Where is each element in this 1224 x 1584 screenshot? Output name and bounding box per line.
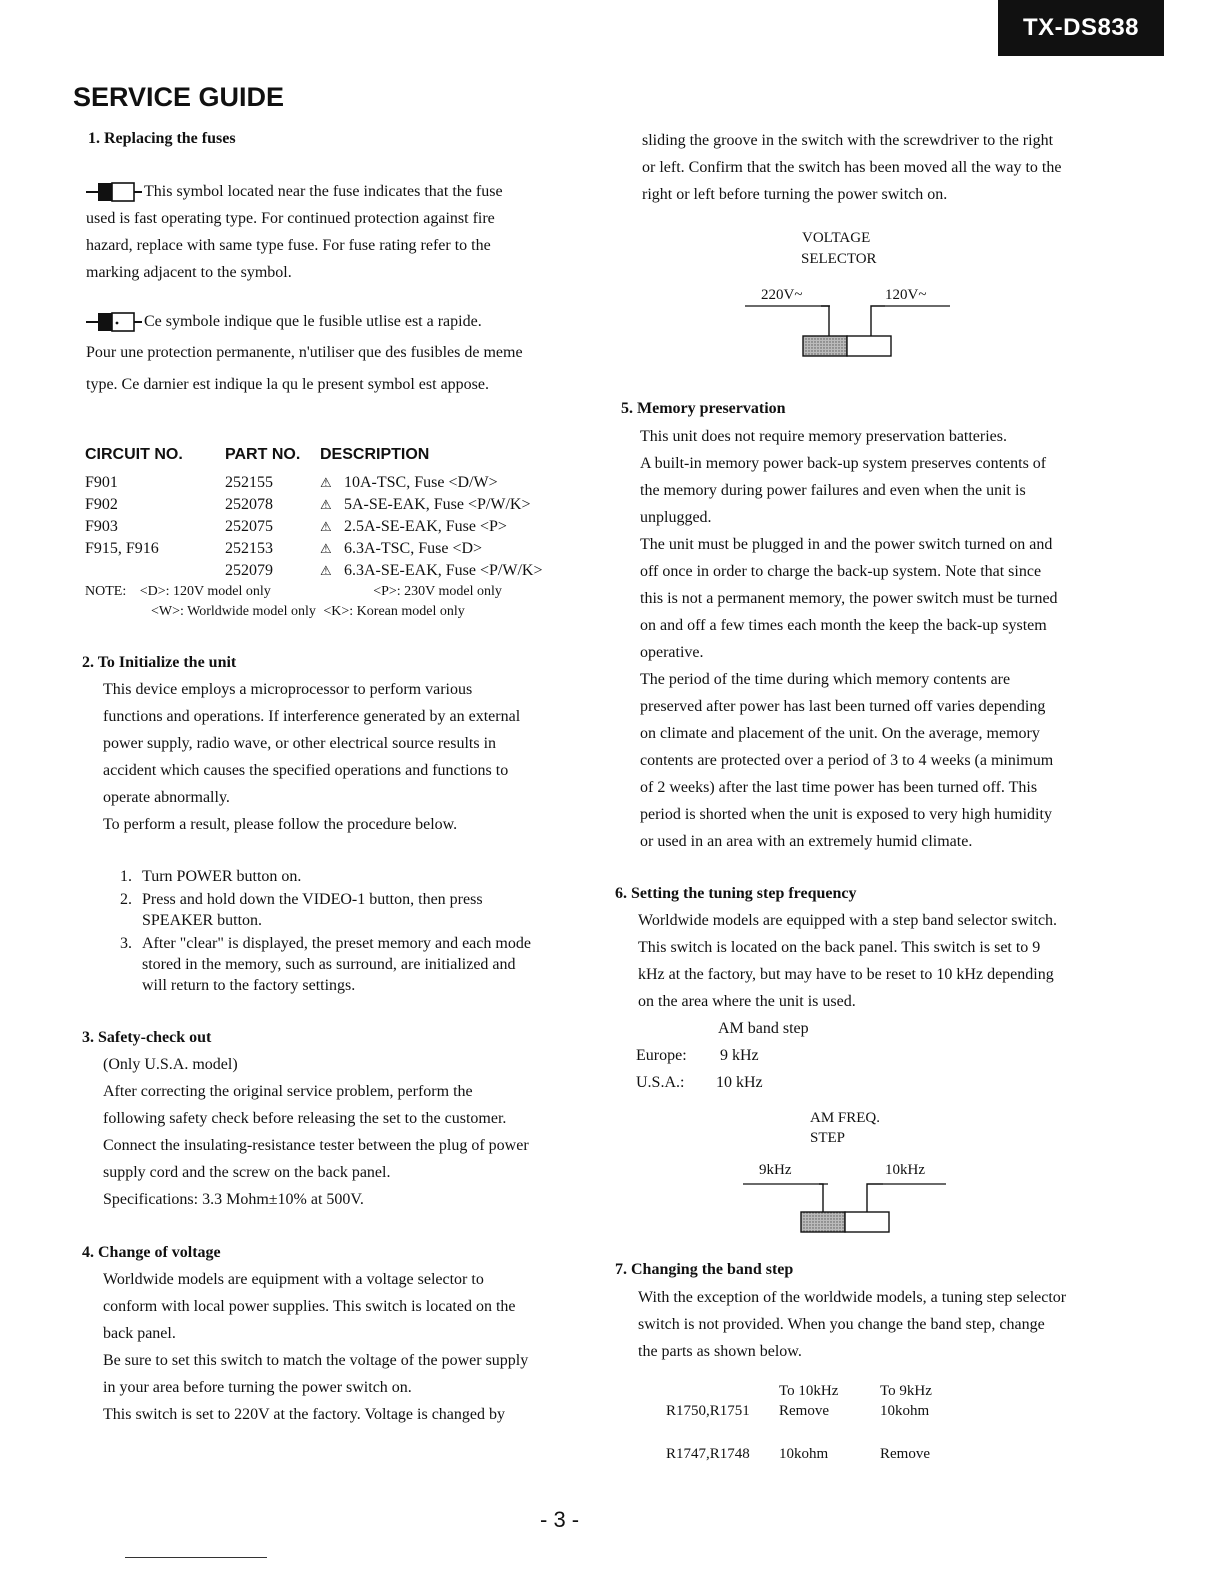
voltage-selector-diagram (745, 230, 955, 360)
cell-part: R1747,R1748 (666, 1446, 750, 1462)
paragraph-line: accident which causes the specified operations and functions to (103, 762, 509, 779)
section-1-english (86, 178, 564, 286)
section-3-title: 3. Safety-check out (82, 1029, 212, 1046)
cell-circuit: F915, F916 (85, 540, 159, 557)
cell-description: 6.3A-TSC, Fuse <D> (344, 540, 483, 557)
paragraph-line: the parts as shown below. (638, 1343, 802, 1360)
model-badge: TX-DS838 (998, 0, 1164, 56)
cell-part: 252155 (225, 474, 273, 491)
europe-value: 9 kHz (720, 1047, 759, 1064)
paragraph-line: With the exception of the worldwide models, a tuning step selector (638, 1289, 1067, 1306)
europe-label: Europe: (636, 1047, 687, 1064)
paragraph-line: the memory during power failures and even when the unit is (640, 482, 1026, 499)
cell-part: 252153 (225, 540, 273, 557)
col-to-9khz: To 9kHz (880, 1383, 932, 1399)
fuse-text-3: hazard, replace with same type fuse. For fuse rating refer to the (86, 237, 491, 254)
note-d: <D>: 120V model only (139, 584, 271, 599)
paragraph-line: A built-in memory power back-up system preserves contents of (640, 455, 1047, 472)
list-item: 1. Turn POWER button on. (120, 868, 302, 885)
warning-icon: ⚠ (320, 475, 332, 490)
paragraph-line: Specifications: 3.3 Mohm±10% at 500V. (103, 1191, 364, 1208)
paragraph-line: After correcting the original service problem, perform the (103, 1083, 473, 1100)
table-row (85, 472, 542, 494)
col-description: DESCRIPTION (320, 446, 430, 463)
paragraph-line: power supply, radio wave, or other electrical source results in (103, 735, 497, 752)
table-row (85, 494, 542, 516)
paragraph-line: operate abnormally. (103, 789, 230, 806)
warning-icon: ⚠ (320, 563, 332, 578)
page-title: SERVICE GUIDE (73, 82, 285, 112)
section-4-title: 4. Change of voltage (82, 1244, 221, 1261)
paragraph-line: Worldwide models are equipped with a step band selector switch. (638, 912, 1058, 929)
am-band-header: AM band step (718, 1020, 809, 1037)
section-2-body (103, 676, 573, 838)
paragraph-line: or used in an area with an extremely humid climate. (640, 833, 973, 850)
section-3-body (103, 1051, 573, 1213)
col-to-10khz: To 10kHz (779, 1383, 839, 1399)
voltage-right-label: 120V~ (885, 287, 927, 303)
paragraph-line: or left. Confirm that the switch has been moved all the way to the (642, 159, 1062, 176)
paragraph-line: off once in order to charge the back-up system. Note that since (640, 563, 1042, 580)
paragraph-line: in your area before turning the power switch on. (103, 1379, 412, 1396)
warning-icon: ⚠ (320, 497, 332, 512)
section-1-french (86, 308, 564, 398)
list-item: 2. Press and hold down the VIDEO-1 button, then press SPEAKER button. (120, 891, 483, 929)
cell-to-9khz: 10kohm (880, 1402, 930, 1419)
paragraph-line: on climate and placement of the unit. On the average, memory (640, 725, 1040, 742)
cell-circuit: F903 (85, 518, 118, 535)
fuse-fr-text-2: Pour une protection permanente, n'utiliser que des fusibles de meme (86, 344, 523, 361)
paragraph-line: back panel. (103, 1325, 176, 1342)
paragraph-line: unplugged. (640, 509, 712, 526)
paragraph-line: The period of the time during which memory contents are (640, 671, 1011, 688)
paragraph-line: switch is not provided. When you change the band step, change (638, 1316, 1045, 1333)
paragraph-line: period is shorted when the unit is exposed to very high humidity (640, 806, 1052, 823)
paragraph-line: (Only U.S.A. model) (103, 1056, 238, 1073)
paragraph-line: on and off a few times each month the keep the back-up system (640, 617, 1047, 634)
col-circuit: CIRCUIT NO. (85, 446, 183, 463)
cell-part: 252079 (225, 562, 273, 579)
table-row (666, 1446, 944, 1463)
paragraph-line: supply cord and the screw on the back panel. (103, 1164, 391, 1181)
switch-icon (745, 230, 955, 360)
cell-part: 252075 (225, 518, 273, 535)
paragraph-line: operative. (640, 644, 704, 661)
list-item: 3. After "clear" is displayed, the preset memory and each mode stored in the memory, such as surround, are initialized and will return to the factory settings. (120, 935, 531, 994)
paragraph-line: This device employs a microprocessor to perform various (103, 681, 473, 698)
diagram-title-line2: STEP (810, 1130, 846, 1146)
fuse-text-2: used is fast operating type. For continued protection against fire (86, 210, 495, 227)
paragraph-line: preserved after power has last been turned off varies depending (640, 698, 1046, 715)
col-part: PART NO. (225, 446, 301, 463)
cell-description: 5A-SE-EAK, Fuse <P/W/K> (344, 496, 531, 513)
fuse-text-4: marking adjacent to the symbol. (86, 264, 292, 281)
paragraph-line: this is not a permanent memory, the power switch must be turned (640, 590, 1058, 607)
paragraph-line: right or left before turning the power switch on. (642, 186, 948, 203)
paragraph-line: This switch is set to 220V at the factory. Voltage is changed by (103, 1406, 506, 1423)
fuse-fr-text-1: Ce symbole indique que le fusible utlise est a rapide. (144, 313, 482, 330)
note-k: <K>: Korean model only (323, 604, 465, 619)
section-5-body (640, 423, 1112, 855)
cell-part: R1750,R1751 (666, 1402, 750, 1419)
paragraph-line: The unit must be plugged in and the power switch turned on and (640, 536, 1053, 553)
diagram-title-line2: SELECTOR (801, 251, 877, 267)
paragraph-line: This unit does not require memory preservation batteries. (640, 428, 1008, 445)
init-steps-list (120, 866, 570, 997)
cell-circuit (85, 560, 225, 582)
paragraph-line: Connect the insulating-resistance tester between the plug of power (103, 1137, 529, 1154)
table-row (666, 1400, 944, 1422)
voltage-left-label: 220V~ (761, 287, 803, 303)
cell-to-10khz: Remove (779, 1402, 829, 1419)
am-freq-step-diagram (743, 1110, 953, 1240)
warning-icon: ⚠ (320, 519, 332, 534)
am-band-step-table (636, 1015, 809, 1096)
paragraph-line: sliding the groove in the switch with the screwdriver to the right (642, 132, 1054, 149)
paragraph-line: of 2 weeks) after the last time power has been turned off. This (640, 779, 1038, 796)
cell-description: 10A-TSC, Fuse <D/W> (344, 474, 498, 491)
section-5-title: 5. Memory preservation (621, 400, 786, 417)
fuse-text-1: This symbol located near the fuse indicates that the fuse (144, 183, 503, 200)
page-number: - 3 - (540, 1507, 580, 1532)
paragraph-line: conform with local power supplies. This switch is located on the (103, 1298, 516, 1315)
note-w: <W>: Worldwide model only (151, 604, 316, 619)
table-row (85, 538, 542, 560)
section-7-title: 7. Changing the band step (615, 1261, 794, 1278)
cell-description: 6.3A-SE-EAK, Fuse <P/W/K> (344, 562, 543, 579)
paragraph-line: This switch is located on the back panel. This switch is set to 9 (638, 939, 1041, 956)
cell-circuit: F902 (85, 496, 118, 513)
paragraph-line: Be sure to set this switch to match the voltage of the power supply (103, 1352, 529, 1369)
paragraph-line: Worldwide models are equipment with a voltage selector to (103, 1271, 484, 1288)
paragraph-line: kHz at the factory, but may have to be reset to 10 kHz depending (638, 966, 1054, 983)
cell-circuit: F901 (85, 474, 118, 491)
diagram-title-line1: AM FREQ. (810, 1110, 881, 1126)
fuse-fr-text-3: type. Ce darnier est indique la qu le present symbol est appose. (86, 376, 490, 393)
freq-left-label: 9kHz (759, 1162, 792, 1178)
diagram-title-line1: VOLTAGE (802, 230, 871, 246)
section-1-title: 1. Replacing the fuses (88, 130, 236, 147)
table-row (85, 516, 542, 538)
note-label: NOTE: (85, 584, 127, 599)
section-4-body (103, 1266, 573, 1428)
paragraph-line: contents are protected over a period of 3 to 4 weeks (a minimum (640, 752, 1054, 769)
band-step-parts-table (666, 1383, 944, 1463)
usa-label: U.S.A.: (636, 1074, 685, 1091)
note-p: <P>: 230V model only (373, 584, 502, 599)
section-6-title: 6. Setting the tuning step frequency (615, 885, 857, 902)
paragraph-line: functions and operations. If interference generated by an external (103, 708, 521, 725)
cell-to-9khz: Remove (880, 1446, 930, 1462)
paragraph-line: following safety check before releasing the set to the customer. (103, 1110, 507, 1127)
freq-right-label: 10kHz (885, 1162, 925, 1178)
cell-part: 252078 (225, 496, 273, 513)
usa-value: 10 kHz (716, 1074, 763, 1091)
cell-to-10khz: 10kohm (779, 1446, 829, 1462)
fuse-parts-table (85, 446, 542, 622)
section-7-body (638, 1284, 1112, 1365)
section-4-continued (642, 127, 1112, 208)
cell-description: 2.5A-SE-EAK, Fuse <P> (344, 518, 507, 535)
footer-rule (125, 1557, 267, 1558)
section-6-body (638, 907, 1112, 1015)
warning-icon: ⚠ (320, 541, 332, 556)
switch-icon (743, 1110, 953, 1240)
section-2-title: 2. To Initialize the unit (82, 654, 237, 671)
paragraph-line: To perform a result, please follow the procedure below. (103, 816, 458, 833)
paragraph-line: on the area where the unit is used. (638, 993, 856, 1010)
table-note (85, 582, 542, 622)
table-row (85, 560, 542, 582)
